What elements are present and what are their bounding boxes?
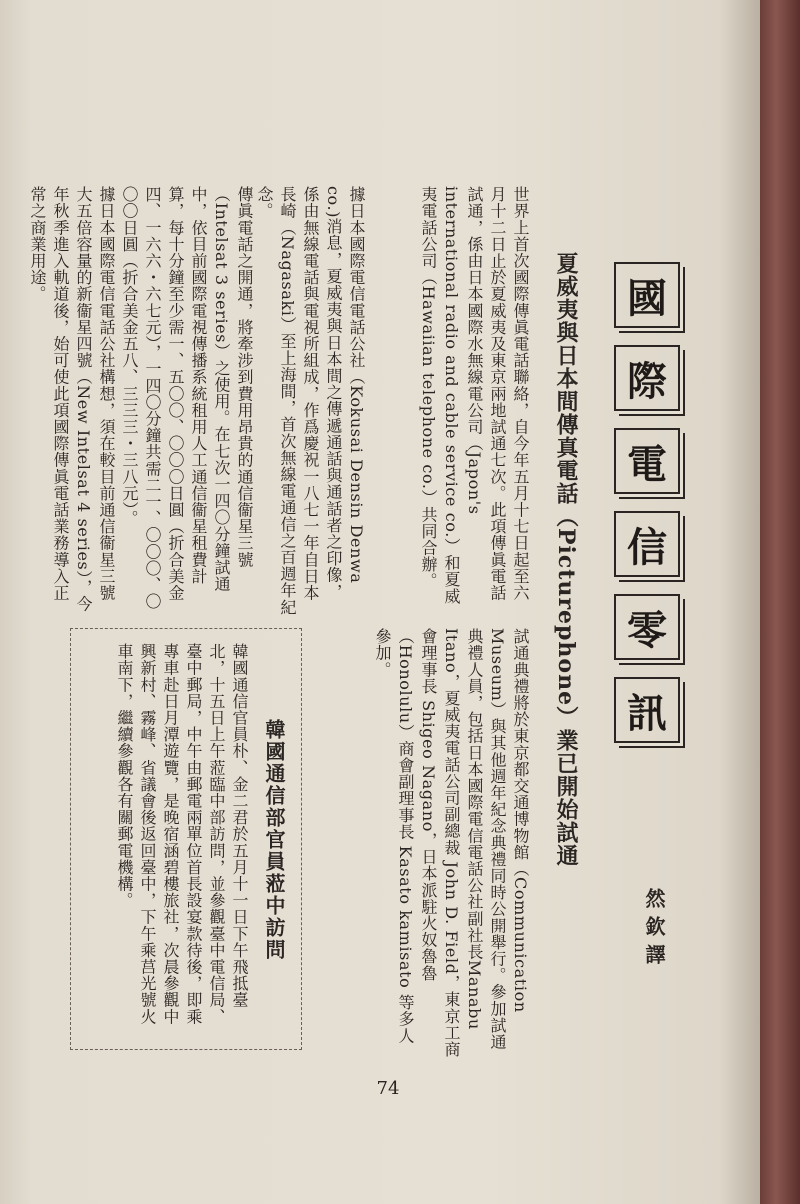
column-title-char-4: 信 xyxy=(614,511,680,577)
column-title-char-1: 國 xyxy=(614,262,680,328)
news-brief-body: 韓國通信官員朴、金二君於五月十一日下午飛抵臺北，十五日上午蒞臨中部訪問，並參觀臺中電信局、臺中郵局，中午由郵電兩單位首長設宴款待後，即乘專車赴日月潭遊覽，是晚宿涵碧樓旅社，次晨參觀中興新村、霧峰、省議會後返回臺中，下午乘莒光號火車南下，繼續參觀各有關郵電機構。 xyxy=(115,643,249,1025)
article-paragraph-1: 世界上首次國際傳眞電話聯絡，自今年五月十七日起至六月十二日止於夏威夷及東京兩地試通七次。此項傳眞電話試通，係由日本國際水無線電公司（Japon's international radio and cable service co.）和夏威夷電話公司（Hawaiian telephone co.）共同合辦。 xyxy=(419,186,530,605)
article-paragraph-4: 據日本國際電信電話公社構想，須在較目前通信衞星三號大五倍容量的新衞星四號（New Intelsat 4 series），今年秋季進入軌道後，始可使此項國際傳眞電話業務導入正常之商業用途。 xyxy=(28,186,116,613)
column-title-char-3: 電 xyxy=(614,428,680,494)
news-brief-headline: 韓國通信部官員蒞中訪問 xyxy=(262,719,286,961)
news-brief-box xyxy=(70,628,302,1050)
column-title-char-5: 零 xyxy=(614,594,680,660)
article-headline: 夏威夷與日本間傳真電話（Picturephone）業已開始試通 xyxy=(553,252,579,868)
translator-credit: 然欽譯 xyxy=(642,888,666,972)
column-title-char-6: 訊 xyxy=(614,677,680,743)
column-title-char-2: 際 xyxy=(614,345,680,411)
article-paragraph-5: 試通典禮將於東京都交通博物館（Communication Museum）與其他週年紀念典禮同時公開舉行。參加試通典禮人員，包括日本國際電信電話公社副社長Manabu Itano，夏威夷電話公司副總裁 John D. Field，東京工商會理事長 Shigeo Nagano，日本派駐火奴魯魯（Honolulu）商會副理事長 Kasato kamisato 等多人參加。 xyxy=(373,628,530,1058)
article-paragraph-3: 傳眞電話之開通，將牽涉到費用昂貴的通信衞星三號（Intelsat 3 series）之使用。在七次一四〇分鐘試通中，依目前國際電視傳播系統租用人工通信衞星租費計算，每十分鐘至少需一、五〇〇、〇〇〇日圓（折合美金四、一六六・六七元），一四〇分鐘共需二一、〇〇〇、〇〇〇日圓（折合美金五八、三三三・三八元）。 xyxy=(120,186,254,610)
book-spine xyxy=(760,0,800,1204)
article-paragraph-2: 據日本國際電信電話公社（Kokusai Densin Denwa co.)消息，夏威夷與日本間之傳遞通話與通話者之印像，係由無線電話與電視所組成，作爲慶祝一八七一年自日本長崎（Nagasaki）至上海間，首次無線電通信之百週年紀念。 xyxy=(255,186,366,616)
page-number: 74 xyxy=(376,1078,400,1099)
